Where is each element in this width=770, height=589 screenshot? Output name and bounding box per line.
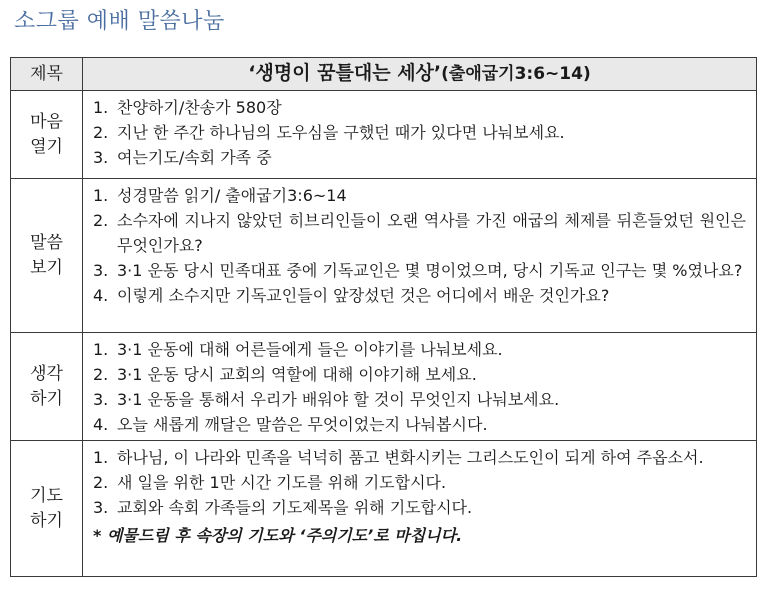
item-number: 2. — [93, 123, 109, 142]
list-item — [93, 362, 746, 387]
item-number: 1. — [93, 186, 109, 205]
closing-note: * 예물드림 후 속장의 기도와 ‘주의기도’로 마칩니다. — [93, 526, 463, 545]
section-label — [11, 333, 83, 441]
item-text: 이렇게 소수지만 기독교인들이 앞장섰던 것은 어디에서 배운 것인가요? — [117, 286, 610, 305]
list-item — [93, 445, 746, 470]
section-row-read-word — [11, 179, 757, 333]
item-number: 2. — [93, 473, 109, 492]
item-text: 지난 한 주간 하나님의 도우심을 구했던 때가 있다면 나눠보세요. — [117, 123, 565, 142]
list-item — [93, 412, 746, 437]
list-item — [93, 337, 746, 362]
section-content — [83, 333, 757, 441]
section-label — [11, 179, 83, 333]
item-number: 3. — [93, 390, 109, 409]
list-item — [93, 387, 746, 412]
item-text: 3·1 운동에 대해 어른들에게 들은 이야기를 나눠보세요. — [117, 340, 503, 359]
item-text: 3·1 운동 당시 교회의 역할에 대해 이야기해 보세요. — [117, 365, 477, 384]
section-row-open-heart — [11, 91, 757, 179]
section-label — [11, 91, 83, 179]
item-text: 하나님, 이 나라와 민족을 넉넉히 품고 변화시키는 그리스도인이 되게 하여 주옵소서. — [117, 448, 704, 467]
item-number: 1. — [93, 98, 109, 117]
item-text: 여는기도/속회 가족 중 — [117, 148, 272, 167]
list-item — [93, 145, 746, 170]
header-row — [11, 58, 757, 91]
section-label-line1: 마음 — [30, 111, 63, 132]
item-text: 찬양하기/찬송가 580장 — [117, 98, 282, 117]
list-item — [93, 120, 746, 145]
section-label-line1: 기도 — [30, 485, 63, 506]
page-title: 소그룹 예배 말씀나눔 — [14, 9, 225, 34]
section-content — [83, 91, 757, 179]
item-list — [83, 179, 756, 311]
section-content — [83, 441, 757, 577]
section-label-line1: 생각 — [30, 363, 63, 384]
item-number: 4. — [93, 415, 109, 434]
section-content — [83, 179, 757, 333]
item-text: 소수자에 지나지 않았던 히브리인들이 오랜 역사를 가진 애굽의 체제를 뒤흔들었던 원인은 무엇인가요? — [117, 211, 746, 255]
item-list — [83, 333, 756, 440]
section-label — [11, 441, 83, 577]
item-number: 1. — [93, 340, 109, 359]
item-number: 2. — [93, 365, 109, 384]
list-item — [93, 495, 746, 520]
item-number: 2. — [93, 211, 109, 230]
item-text: 성경말씀 읽기/ 출애굽기3:6~14 — [117, 186, 347, 205]
list-item — [93, 183, 746, 208]
item-number: 3. — [93, 148, 109, 167]
item-number: 4. — [93, 286, 109, 305]
item-number: 3. — [93, 261, 109, 280]
item-text: 교회와 속회 가족들의 기도제목을 위해 기도합시다. — [117, 498, 473, 517]
item-list — [83, 91, 756, 173]
sermon-title: ‘생명이 꿈틀대는 세상’ — [248, 62, 442, 84]
list-item — [93, 95, 746, 120]
section-label-line2: 열기 — [30, 136, 63, 157]
section-row-think — [11, 333, 757, 441]
section-row-pray — [11, 441, 757, 577]
item-number: 1. — [93, 448, 109, 467]
list-item — [93, 208, 746, 258]
item-number: 3. — [93, 498, 109, 517]
item-list — [83, 441, 756, 523]
section-label-line2: 하기 — [30, 388, 63, 409]
section-label-line2: 하기 — [30, 510, 63, 531]
section-label-line2: 보기 — [30, 257, 63, 278]
header-label: 제목 — [11, 58, 83, 91]
sermon-title-cell — [83, 58, 757, 91]
section-label-line1: 말씀 — [30, 232, 63, 253]
list-item — [93, 470, 746, 495]
worksheet-table — [10, 57, 757, 577]
list-item — [93, 283, 746, 308]
list-item — [93, 258, 746, 283]
item-text: 3·1 운동을 통해서 우리가 배워야 할 것이 무엇인지 나눠보세요. — [117, 390, 560, 409]
scripture-reference: (출애굽기3:6~14) — [441, 64, 591, 84]
item-text: 3·1 운동 당시 민족대표 중에 기독교인은 몇 명이었으며, 당시 기독교 인구는 몇 %였나요? — [117, 261, 743, 280]
item-text: 새 일을 위한 1만 시간 기도를 위해 기도합시다. — [117, 473, 447, 492]
item-text: 오늘 새롭게 깨달은 말씀은 무엇이었는지 나눠봅시다. — [117, 415, 488, 434]
